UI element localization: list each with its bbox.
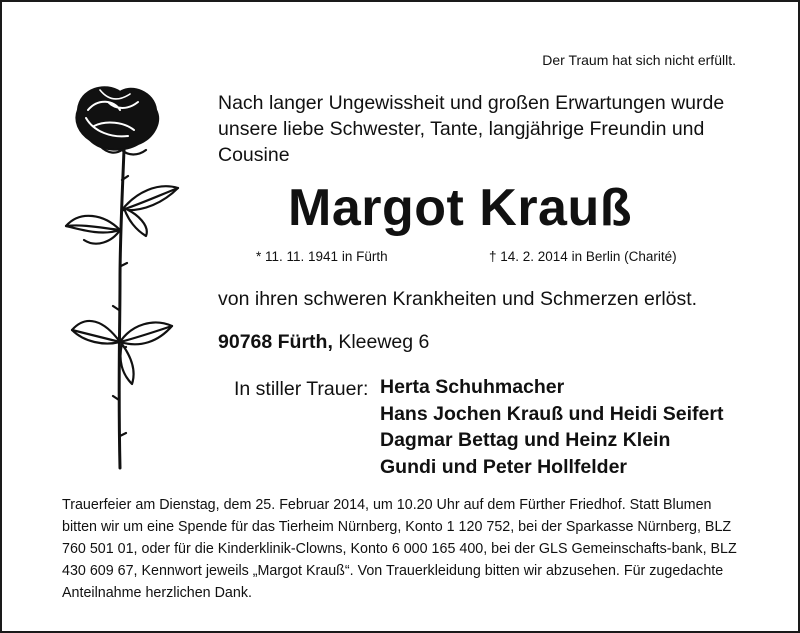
- death-date: † 14. 2. 2014 in Berlin (Charité): [489, 249, 677, 264]
- mourner-name: Dagmar Bettag und Heinz Klein: [380, 429, 671, 451]
- address-street: Kleeweg 6: [338, 331, 430, 353]
- mourner-name: Herta Schuhmacher: [380, 376, 565, 398]
- mourner-list: [380, 374, 723, 480]
- rose-icon: [58, 80, 188, 470]
- mourner-name: Hans Jochen Krauß und Heidi Seifert: [380, 402, 724, 425]
- deceased-name: Margot Krauß: [288, 179, 632, 237]
- mourner-name: Gundi und Peter Hollfelder: [380, 455, 628, 478]
- intro-text: Nach langer Ungewissheit und großen Erwartungen wurde unsere liebe Schwester, Tante, langjährige Freundin und Cousine: [218, 92, 725, 166]
- funeral-info: Trauerfeier am Dienstag, dem 25. Februar 2014, um 10.20 Uhr auf dem Fürther Friedhof. Statt Blumen bitten wir um eine Spende für das Tierheim Nürnberg, Konto 1 120 752, bei der Sparkasse Nürnberg, BLZ 760 501 01, oder für die Kinderklinik-Clowns, Konto 6 000 165 400, bei der GLS Gemeinschafts-bank, BLZ 430 609 67, Kennwort jeweils „Margot Krauß“. Von Trauerkleidung bitten wir abzusehen. Für zugedachte Anteilnahme herzlichen Dank.: [62, 497, 737, 601]
- address-city: 90768 Fürth,: [218, 331, 333, 353]
- motto: Der Traum hat sich nicht erfüllt.: [542, 52, 736, 68]
- released-text: von ihren schweren Krankheiten und Schmerzen erlöst.: [218, 288, 698, 310]
- birth-date: * 11. 11. 1941 in Fürth: [256, 249, 388, 264]
- mourning-label: In stiller Trauer:: [234, 378, 369, 400]
- address: [218, 331, 429, 354]
